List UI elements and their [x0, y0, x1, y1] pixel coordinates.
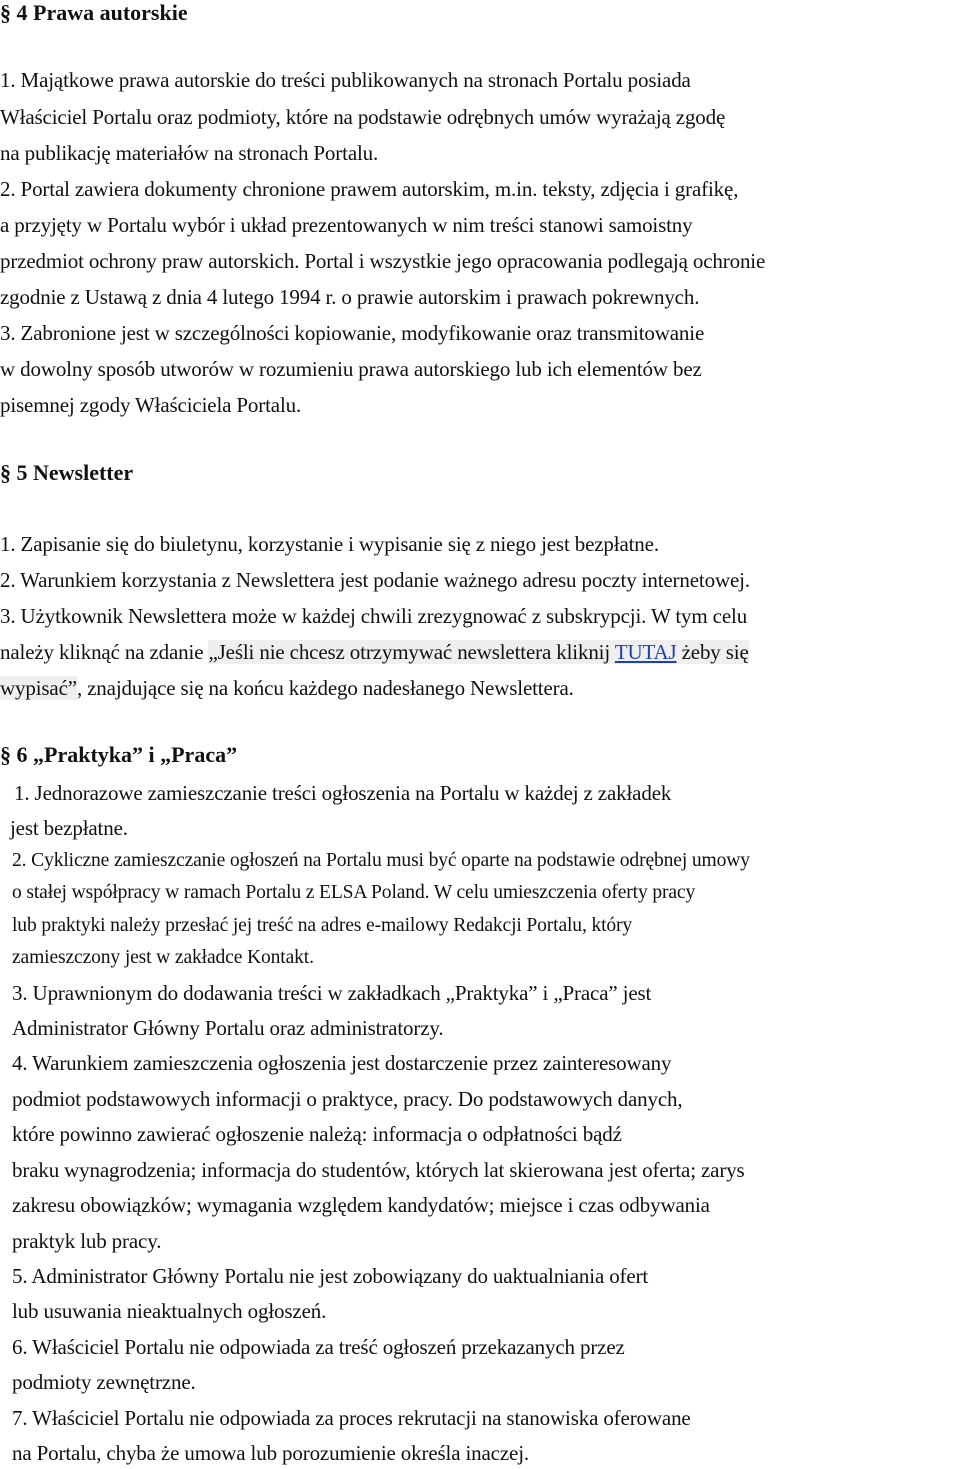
section-6-line-16: lub usuwania nieaktualnych ogłoszeń. — [12, 1299, 327, 1323]
section-6-line-12: braku wynagrodzenia; informacja do studentów, których lat skierowana jest oferta; zarys — [12, 1158, 745, 1182]
section-6-line-11: które powinno zawierać ogłoszenie należą: informacja o odpłatności bądź — [12, 1122, 622, 1146]
unsubscribe-quote — [208, 640, 748, 664]
section-4-line-8: 3. Zabronione jest w szczególności kopiowanie, modyfikowanie oraz transmitowanie — [0, 321, 705, 345]
section-6-line-18: podmioty zewnętrzne. — [12, 1370, 196, 1394]
section-6-line-17: 6. Właściciel Portalu nie odpowiada za treść ogłoszeń przekazanych przez — [12, 1335, 625, 1359]
section-5-line-1: 1. Zapisanie się do biuletynu, korzystanie i wypisanie się z niego jest bezpłatne. — [0, 532, 659, 556]
section-6-line-13: zakresu obowiązków; wymagania względem kandydatów; miejsce i czas odbywania — [12, 1193, 710, 1217]
section-5-line-4-text: należy kliknąć na zdanie — [0, 640, 209, 664]
section-6-line-20: na Portalu, chyba że umowa lub porozumienie określa inaczej. — [12, 1441, 529, 1465]
section-6-line-3: 2. Cykliczne zamieszczanie ogłoszeń na Portalu musi być oparte na podstawie odrębnej umowy — [12, 850, 750, 871]
section-6-line-8: Administrator Główny Portalu oraz administratorzy. — [12, 1016, 444, 1040]
section-6-line-4: o stałej współpracy w ramach Portalu z ELSA Poland. W celu umieszczenia oferty pracy — [12, 882, 696, 903]
section-4-line-10: pisemnej zgody Właściciela Portalu. — [0, 393, 302, 417]
unsubscribe-link[interactable]: TUTAJ — [614, 640, 677, 664]
section-5-line-5 — [0, 675, 574, 701]
section-5-line-5-text: , znajdujące się na końcu każdego nadesłanego Newslettera. — [76, 676, 574, 700]
section-6-line-10: podmiot podstawowych informacji o praktyce, pracy. Do podstawowych danych, — [12, 1087, 683, 1111]
section-4-line-1: 1. Majątkowe prawa autorskie do treści publikowanych na stronach Portalu posiada — [0, 68, 691, 92]
unsubscribe-quote-end: żeby się — [676, 640, 749, 664]
section-6-line-7: 3. Uprawnionym do dodawania treści w zakładkach „Praktyka” i „Praca” jest — [12, 981, 652, 1005]
section-5-heading: § 5 Newsletter — [0, 460, 134, 485]
section-6-line-14: praktyk lub pracy. — [12, 1229, 162, 1253]
section-4-line-9: w dowolny sposób utworów w rozumieniu prawa autorskiego lub ich elementów bez — [0, 357, 702, 381]
section-4-line-2: Właściciel Portalu oraz podmioty, które na podstawie odrębnych umów wyrażają zgodę — [0, 105, 726, 129]
section-5-line-2: 2. Warunkiem korzystania z Newslettera jest podanie ważnego adresu poczty internetowej. — [0, 568, 750, 592]
section-4-line-7: zgodnie z Ustawą z dnia 4 lutego 1994 r. o prawie autorskim i prawach pokrewnych. — [0, 285, 700, 309]
section-5-line-3: 3. Użytkownik Newslettera może w każdej chwili zrezygnować z subskrypcji. W tym celu — [0, 604, 748, 628]
section-4-line-6: przedmiot ochrony praw autorskich. Portal i wszystkie jego opracowania podlegają ochronie — [0, 249, 766, 273]
section-6-line-19: 7. Właściciel Portalu nie odpowiada za proces rekrutacji na stanowiska oferowane — [12, 1406, 691, 1430]
section-6-line-2: jest bezpłatne. — [10, 816, 128, 840]
section-6-line-9: 4. Warunkiem zamieszczenia ogłoszenia jest dostarczenie przez zainteresowany — [12, 1051, 672, 1075]
section-6-line-15: 5. Administrator Główny Portalu nie jest zobowiązany do uaktualniania ofert — [12, 1264, 649, 1288]
section-4-line-4: 2. Portal zawiera dokumenty chronione prawem autorskim, m.in. teksty, zdjęcia i grafikę, — [0, 177, 739, 201]
section-6-heading: § 6 „Praktyka” i „Praca” — [0, 742, 238, 767]
section-6-line-6: zamieszczony jest w zakładce Kontakt. — [12, 947, 314, 968]
section-6-line-5: lub praktyki należy przesłać jej treść na adres e-mailowy Redakcji Portalu, który — [12, 915, 633, 936]
section-6-line-1: 1. Jednorazowe zamieszczanie treści ogłoszenia na Portalu w każdej z zakładek — [14, 781, 672, 805]
unsubscribe-quote-tail: wypisać” — [0, 676, 77, 700]
section-4-line-3: na publikację materiałów na stronach Portalu. — [0, 141, 379, 165]
section-4-heading: § 4 Prawa autorskie — [0, 0, 188, 25]
unsubscribe-quote-text: „Jeśli nie chcesz otrzymywać newslettera kliknij — [208, 640, 615, 664]
section-4-line-5: a przyjęty w Portalu wybór i układ prezentowanych w nim treści stanowi samoistny — [0, 213, 693, 237]
section-5-line-4 — [0, 639, 749, 665]
